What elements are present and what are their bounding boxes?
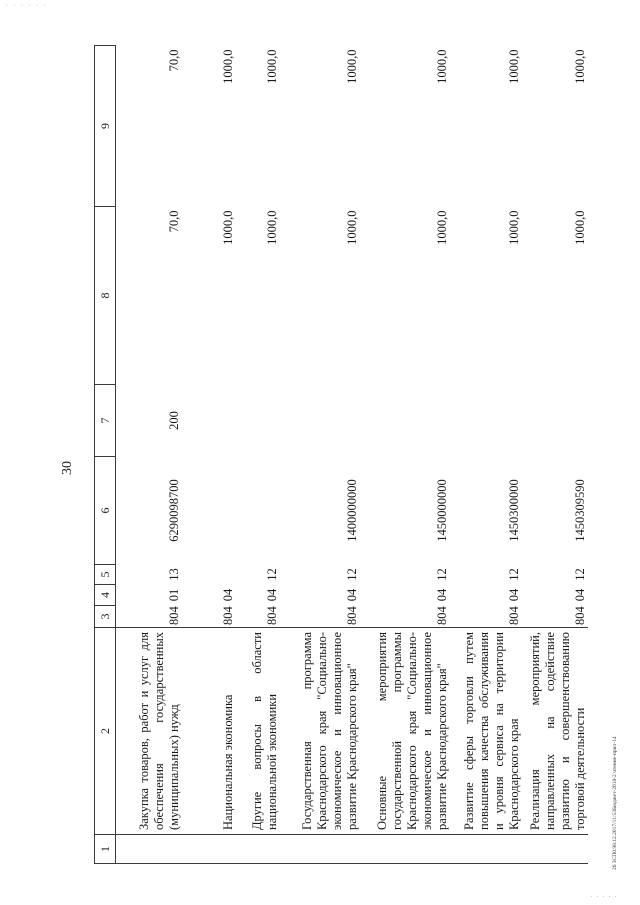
header-cell: 9 — [95, 46, 116, 207]
section-code-cell: 04 — [220, 588, 235, 602]
table-row — [360, 46, 450, 864]
ministry-code-cell: 804 — [360, 606, 450, 628]
header-cell: 8 — [95, 207, 116, 385]
item-name-cell: Закупка товаров, работ и услуг для обеспечения государственных (муниципальных) нужд — [116, 628, 182, 835]
header-cell: 1 — [95, 835, 116, 864]
target-article-cell: 1450000000 — [434, 479, 449, 542]
target-article-cell: 1450300000 — [506, 479, 521, 542]
expense-type-cell: 200 — [166, 411, 181, 430]
target-article-cell: 6290098700 — [166, 479, 181, 542]
row-number-cell — [182, 835, 236, 864]
section-code-cell: 04 — [506, 588, 521, 602]
table-row — [236, 46, 280, 864]
section-code-cell: 04 — [264, 588, 279, 602]
amount-cell: 70,0 — [166, 49, 181, 72]
item-name-cell: Государственная программа Краснодарского края "Социально-экономическое и инновационное развитие Краснодарского края" — [280, 628, 360, 835]
amount-cell: 1000,0 — [572, 49, 587, 84]
item-name-cell: Основные мероприятия государственной программы Краснодарского края "Социально-экономическое и инновационное развитие Краснодарского края" — [360, 628, 450, 835]
ministry-code-cell: 804 — [116, 606, 182, 628]
table-header-row — [95, 46, 116, 864]
subsection-code-cell: 13 — [166, 568, 181, 581]
subsection-code-cell — [182, 565, 236, 585]
amount-cell: 1000,0 — [506, 210, 521, 245]
ministry-code-cell: 804 — [450, 606, 522, 628]
subsection-code-cell: 12 — [264, 568, 279, 581]
table-row — [280, 46, 360, 864]
amount-cell: 1000,0 — [572, 210, 587, 245]
row-number-cell — [236, 835, 280, 864]
page-number: 30 — [60, 461, 75, 475]
section-code-cell: 01 — [166, 588, 181, 602]
ministry-code-cell: 804 — [522, 606, 588, 628]
amount-cell: 1000,0 — [506, 49, 521, 84]
header-cell: 6 — [95, 457, 116, 565]
section-code-cell: 04 — [344, 588, 359, 602]
expense-type-cell — [236, 385, 280, 457]
rotated-budget-table — [94, 46, 587, 864]
ministry-code-cell: 804 — [280, 606, 360, 628]
amount-cell: 1000,0 — [344, 210, 359, 245]
subsection-code-cell: 12 — [344, 568, 359, 581]
expense-type-cell — [360, 385, 450, 457]
subsection-code-cell: 12 — [572, 568, 587, 581]
subsection-code-cell: 12 — [506, 568, 521, 581]
row-number-cell — [116, 835, 182, 864]
target-article-cell — [182, 457, 236, 565]
ministry-code-cell: 804 — [236, 606, 280, 628]
header-cell: 3 — [95, 606, 116, 628]
ministry-code-cell: 804 — [182, 606, 236, 628]
amount-cell: 1000,0 — [434, 210, 449, 245]
item-name-cell: Другие вопросы в области национальной экономики — [236, 628, 280, 835]
target-article-cell: 1450309590 — [572, 479, 587, 542]
footer-code: 26 ЗСП0.98.12.2017/11:53Бюджет-2018-2 чтение-прил-14 — [612, 736, 618, 870]
row-number-cell — [522, 835, 588, 864]
amount-cell: 1000,0 — [264, 49, 279, 84]
section-code-cell: 04 — [434, 588, 449, 602]
amount-cell: 1000,0 — [220, 49, 235, 84]
table-row — [182, 46, 236, 864]
table-row — [522, 46, 588, 864]
header-cell: 4 — [95, 585, 116, 606]
bottom-edge-mark: · · · · · — [590, 893, 618, 901]
item-name-cell: Развитие сферы торговли путем повышения качества обслуживания и уровня сервиса на территории Краснодарского края — [450, 628, 522, 835]
expense-type-cell — [280, 385, 360, 457]
target-article-cell: 1400000000 — [344, 479, 359, 542]
amount-cell: 1000,0 — [344, 49, 359, 84]
row-number-cell — [450, 835, 522, 864]
amount-cell: 1000,0 — [264, 210, 279, 245]
item-name-cell: Национальная экономика — [182, 628, 236, 835]
expense-type-cell — [450, 385, 522, 457]
section-code-cell: 04 — [572, 588, 587, 602]
item-name-cell: Реализация мероприятий, направленных на содействие развитию и совершенствованию торговой деятельности — [522, 628, 588, 835]
table-row — [116, 46, 182, 864]
scan-marks: · · · · · · — [6, 3, 48, 9]
amount-cell: 70,0 — [166, 210, 181, 233]
expense-type-cell — [182, 385, 236, 457]
subsection-code-cell: 12 — [434, 568, 449, 581]
row-number-cell — [360, 835, 450, 864]
expense-type-cell — [522, 385, 588, 457]
amount-cell: 1000,0 — [220, 210, 235, 245]
header-cell: 7 — [95, 385, 116, 457]
row-number-cell — [280, 835, 360, 864]
budget-table — [94, 45, 588, 864]
header-cell: 5 — [95, 565, 116, 585]
header-cell: 2 — [95, 628, 116, 835]
target-article-cell — [236, 457, 280, 565]
amount-cell: 1000,0 — [434, 49, 449, 84]
table-row — [450, 46, 522, 864]
